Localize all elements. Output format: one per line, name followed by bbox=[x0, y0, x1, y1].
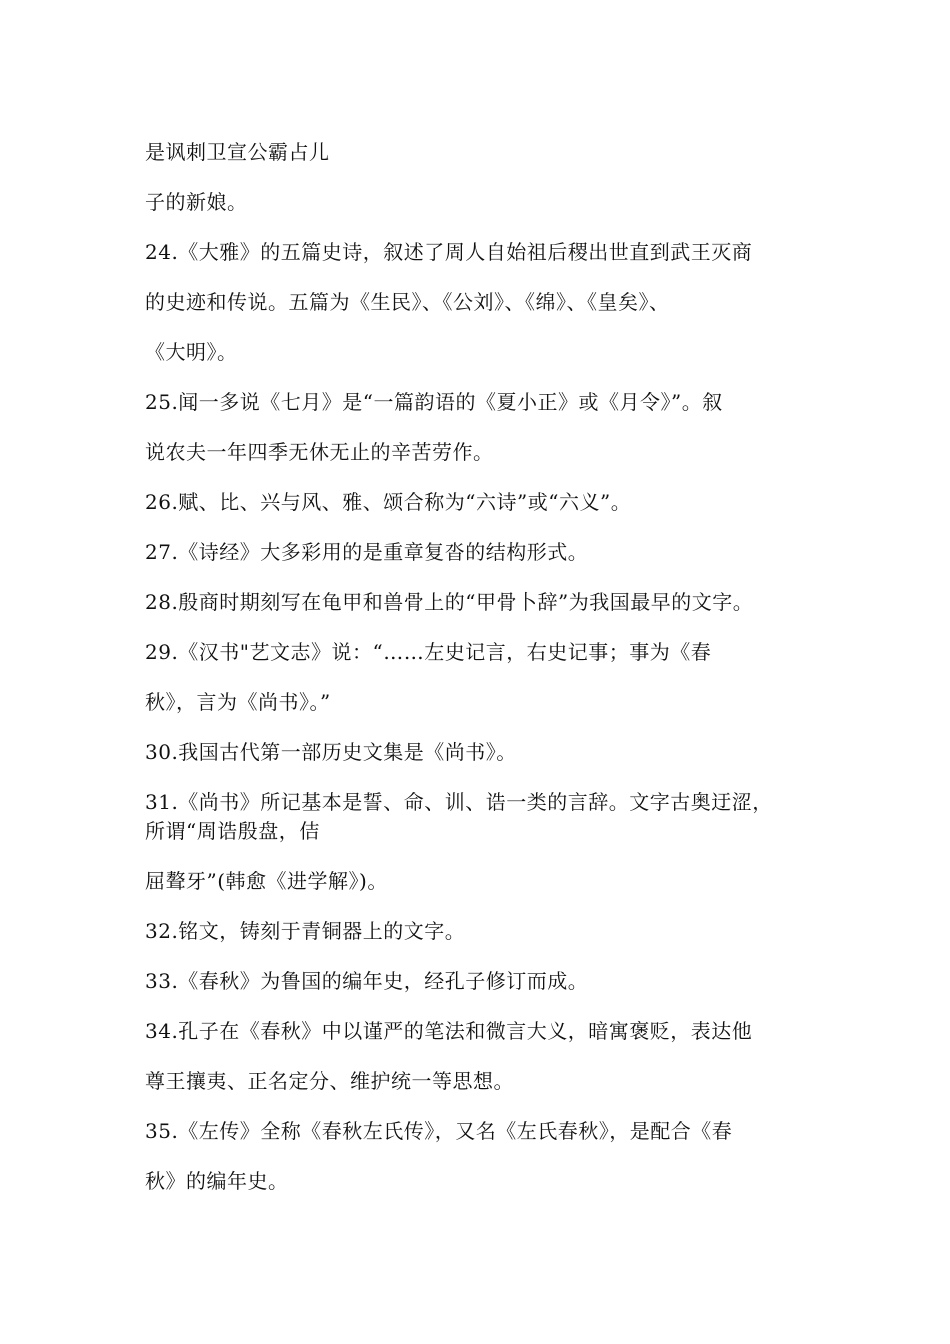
text-line: 尊王攘夷、正名定分、维护统一等思想。 bbox=[145, 1069, 514, 1093]
text-line: 25.闻一多说《七月》是“一篇韵语的《夏小正》或《月令》”。叙 bbox=[145, 390, 723, 414]
text-line: 30.我国古代第一部历史文集是《尚书》。 bbox=[145, 740, 517, 764]
text-line: 27.《诗经》大多彩用的是重章复沓的结构形式。 bbox=[145, 540, 589, 564]
text-line: 35.《左传》全称《春秋左氏传》，又名《左氏春秋》，是配合《春 bbox=[145, 1119, 733, 1143]
text-line: 28.殷商时期刻写在龟甲和兽骨上的“甲骨卜辞”为我国最早的文字。 bbox=[145, 590, 754, 614]
text-line: 34.孔子在《春秋》中以谨严的笔法和微言大义，暗寓褒贬，表达他 bbox=[145, 1019, 753, 1043]
text-line: 说农夫一年四季无休无止的辛苦劳作。 bbox=[145, 440, 494, 464]
text-line: 秋》，言为《尚书》。” bbox=[145, 690, 331, 714]
text-line: 是讽刺卫宣公霸占儿 bbox=[145, 140, 330, 164]
text-line: 所谓“周诰殷盘，佶 bbox=[145, 819, 320, 843]
text-line: 《大明》。 bbox=[145, 340, 238, 364]
text-line: 32.铭文，铸刻于青铜器上的文字。 bbox=[145, 919, 466, 943]
text-line: 秋》的编年史。 bbox=[145, 1169, 289, 1193]
text-line: 的史迹和传说。五篇为《生民》、《公刘》、《绵》、《皇矣》、 bbox=[145, 290, 670, 314]
text-line: 26.赋、比、兴与风、雅、颂合称为“六诗”或“六义”。 bbox=[145, 490, 632, 514]
text-line: 31.《尚书》所记基本是誓、命、训、诰一类的言辞。文字古奥迂涩， bbox=[145, 790, 773, 814]
text-line: 子的新娘。 bbox=[145, 190, 248, 214]
text-line: 33.《春秋》为鲁国的编年史，经孔子修订而成。 bbox=[145, 969, 589, 993]
text-line: 29.《汉书"艺文志》说：“……左史记言，右史记事；事为《春 bbox=[145, 640, 712, 664]
text-line: 24.《大雅》的五篇史诗，叙述了周人自始祖后稷出世直到武王灭商 bbox=[145, 240, 753, 264]
text-line: 屈聱牙”(韩愈《进学解》)。 bbox=[145, 869, 388, 893]
document-body bbox=[145, 136, 835, 1215]
